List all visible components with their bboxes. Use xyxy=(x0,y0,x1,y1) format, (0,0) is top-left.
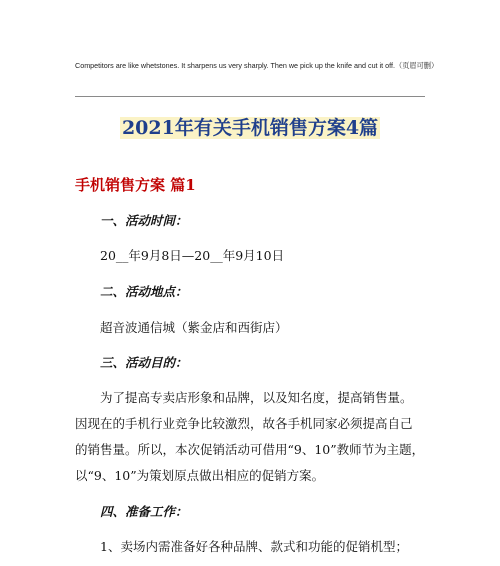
document-title-text: 2021年有关手机销售方案4篇 xyxy=(121,117,379,139)
heading-activity-purpose: 三、活动目的： xyxy=(100,355,188,370)
purpose-paragraph-line: 因现在的手机行业竞争比较激烈，故各手机同家必须提高自己 xyxy=(75,416,413,431)
page-header-note: Competitors are like whetstones. It sharpens us very sharply. Then we pick up the knife and cut it off.（页眉可删） xyxy=(75,61,439,70)
purpose-paragraph-line: 以“9、10”为策划原点做出相应的促销方案。 xyxy=(75,468,325,483)
document-title xyxy=(0,115,500,141)
section-title: 手机销售方案 篇1 xyxy=(75,176,196,194)
purpose-paragraph-line: 的销售量。所以，本次促销活动可借用“9、10”教师节为主题， xyxy=(75,442,425,457)
purpose-paragraph-line: 为了提高专卖店形象和品牌，以及知名度，提高销售量。 xyxy=(100,390,413,405)
header-divider xyxy=(75,96,425,97)
preparation-item: 1、卖场内需准备好各种品牌、款式和功能的促销机型； xyxy=(100,539,408,554)
heading-preparation: 四、准备工作： xyxy=(100,504,188,519)
activity-location-text: 超音波通信城（紫金店和西街店） xyxy=(100,320,288,335)
activity-time-text: 20__年9月8日—20__年9月10日 xyxy=(100,248,285,263)
heading-activity-time: 一、活动时间： xyxy=(100,213,188,228)
heading-activity-location: 二、活动地点： xyxy=(100,284,188,299)
